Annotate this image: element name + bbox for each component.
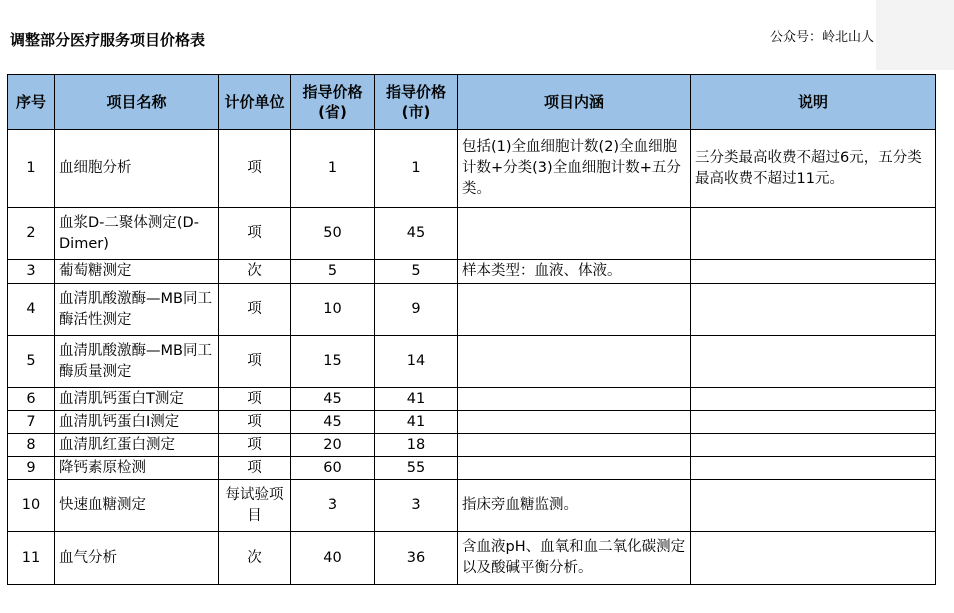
cell-price-city: 41 <box>375 388 458 411</box>
cell-content <box>458 208 691 260</box>
cell-content <box>458 411 691 434</box>
cell-name: 快速血糖测定 <box>55 480 219 532</box>
cell-note <box>691 532 936 585</box>
cell-price-city: 36 <box>375 532 458 585</box>
cell-name: 血清肌钙蛋白T测定 <box>55 388 219 411</box>
cell-price-city: 5 <box>375 260 458 284</box>
cell-note <box>691 388 936 411</box>
cell-note <box>691 284 936 336</box>
cell-unit: 项 <box>219 130 291 208</box>
table-row <box>8 532 936 585</box>
cell-price-prov: 5 <box>291 260 375 284</box>
header-note: 说明 <box>691 75 936 130</box>
cell-price-prov: 50 <box>291 208 375 260</box>
table-row <box>8 130 936 208</box>
cell-price-prov: 40 <box>291 532 375 585</box>
cell-content <box>458 284 691 336</box>
cell-note <box>691 260 936 284</box>
cell-price-city: 14 <box>375 336 458 388</box>
cell-content: 指床旁血糖监测。 <box>458 480 691 532</box>
cell-unit: 项 <box>219 434 291 457</box>
cell-seq: 1 <box>8 130 55 208</box>
cell-price-city: 1 <box>375 130 458 208</box>
cell-unit: 项 <box>219 284 291 336</box>
cell-content <box>458 336 691 388</box>
cell-content: 样本类型：血液、体液。 <box>458 260 691 284</box>
header-row <box>8 75 936 130</box>
table-row <box>8 434 936 457</box>
cell-note <box>691 336 936 388</box>
cell-price-prov: 45 <box>291 388 375 411</box>
cell-price-city: 55 <box>375 457 458 480</box>
cell-name: 血浆D-二聚体测定(D-Dimer) <box>55 208 219 260</box>
cell-note <box>691 411 936 434</box>
cell-note <box>691 457 936 480</box>
table-row <box>8 388 936 411</box>
cell-unit: 项 <box>219 457 291 480</box>
cell-price-prov: 10 <box>291 284 375 336</box>
header-price-city: 指导价格(市) <box>375 75 458 130</box>
table-row <box>8 284 936 336</box>
source-label: 公众号：岭北山人 <box>769 30 874 45</box>
cell-note <box>691 480 936 532</box>
cell-price-prov: 60 <box>291 457 375 480</box>
cell-name: 葡萄糖测定 <box>55 260 219 284</box>
cell-price-prov: 1 <box>291 130 375 208</box>
table-row <box>8 208 936 260</box>
cell-price-city: 18 <box>375 434 458 457</box>
header-content: 项目内涵 <box>458 75 691 130</box>
table-row <box>8 457 936 480</box>
cell-seq: 10 <box>8 480 55 532</box>
cell-price-city: 9 <box>375 284 458 336</box>
cell-seq: 3 <box>8 260 55 284</box>
cell-name: 血清肌钙蛋白I测定 <box>55 411 219 434</box>
cell-seq: 7 <box>8 411 55 434</box>
cell-price-prov: 20 <box>291 434 375 457</box>
cell-seq: 6 <box>8 388 55 411</box>
cell-content <box>458 434 691 457</box>
cell-content <box>458 388 691 411</box>
cell-unit: 项 <box>219 336 291 388</box>
cell-price-city: 3 <box>375 480 458 532</box>
header-name: 项目名称 <box>55 75 219 130</box>
table-row <box>8 336 936 388</box>
cell-seq: 8 <box>8 434 55 457</box>
cell-seq: 2 <box>8 208 55 260</box>
cell-note <box>691 208 936 260</box>
table-row <box>8 480 936 532</box>
table-row <box>8 260 936 284</box>
cell-unit: 每试验项目 <box>219 480 291 532</box>
cell-name: 血细胞分析 <box>55 130 219 208</box>
cell-price-prov: 15 <box>291 336 375 388</box>
cell-seq: 11 <box>8 532 55 585</box>
cell-name: 血清肌酸激酶—MB同工酶活性测定 <box>55 284 219 336</box>
cell-note <box>691 434 936 457</box>
cell-content: 含血液pH、血氧和血二氧化碳测定以及酸碱平衡分析。 <box>458 532 691 585</box>
cell-price-city: 41 <box>375 411 458 434</box>
cell-seq: 5 <box>8 336 55 388</box>
cell-name: 血气分析 <box>55 532 219 585</box>
corner-block <box>876 0 954 70</box>
cell-content <box>458 457 691 480</box>
cell-price-prov: 45 <box>291 411 375 434</box>
cell-unit: 项 <box>219 208 291 260</box>
cell-content: 包括(1)全血细胞计数(2)全血细胞计数+分类(3)全血细胞计数+五分类。 <box>458 130 691 208</box>
price-table <box>7 74 936 585</box>
cell-price-city: 45 <box>375 208 458 260</box>
cell-name: 血清肌红蛋白测定 <box>55 434 219 457</box>
cell-seq: 4 <box>8 284 55 336</box>
header-price-prov: 指导价格(省) <box>291 75 375 130</box>
cell-unit: 次 <box>219 532 291 585</box>
cell-unit: 项 <box>219 388 291 411</box>
header-unit: 计价单位 <box>219 75 291 130</box>
cell-seq: 9 <box>8 457 55 480</box>
cell-name: 降钙素原检测 <box>55 457 219 480</box>
cell-name: 血清肌酸激酶—MB同工酶质量测定 <box>55 336 219 388</box>
header-seq: 序号 <box>8 75 55 130</box>
page-title: 调整部分医疗服务项目价格表 <box>10 31 206 49</box>
cell-note: 三分类最高收费不超过6元，五分类最高收费不超过11元。 <box>691 130 936 208</box>
cell-price-prov: 3 <box>291 480 375 532</box>
table-row <box>8 411 936 434</box>
cell-unit: 项 <box>219 411 291 434</box>
cell-unit: 次 <box>219 260 291 284</box>
